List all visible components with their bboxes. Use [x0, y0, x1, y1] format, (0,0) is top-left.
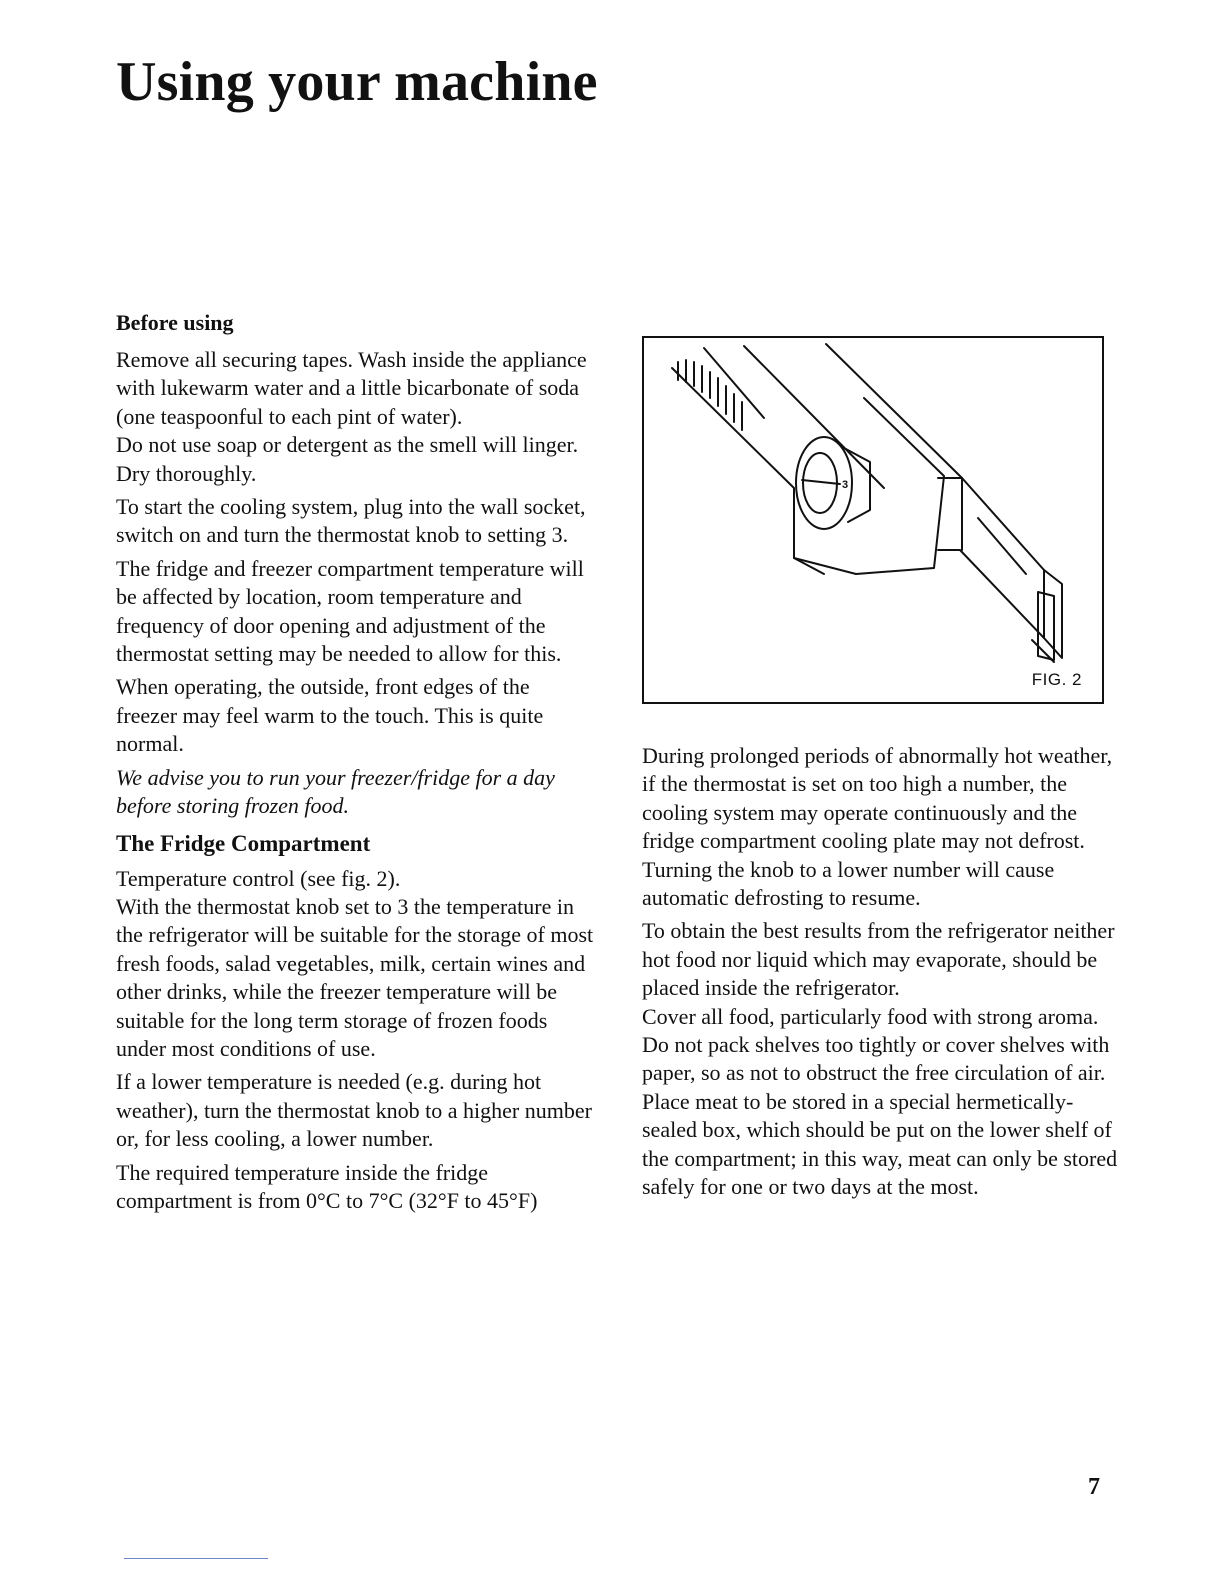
page-number: 7 — [1088, 1474, 1100, 1500]
paragraph-no-soap: Do not use soap or detergent as the smell will linger. Dry thoroughly. — [116, 432, 579, 486]
page-title: Using your machine — [116, 51, 598, 113]
figure-label: FIG. 2 — [1031, 670, 1082, 689]
before-using-heading: Before using — [116, 310, 234, 335]
right-column — [642, 742, 1122, 1207]
paragraph-cover-food: Cover all food, particularly food with strong aroma. — [642, 1003, 1099, 1029]
thermostat-illustration — [644, 338, 1102, 702]
paragraph-securing-tapes: Remove all securing tapes. Wash inside the appliance with lukewarm water and a little bicarbonate of soda (one teaspoonful to each pint of water). — [116, 347, 587, 429]
paragraph-shelves: Do not pack shelves too tightly or cover shelves with paper, so as not to obstruct the free circulation of air. — [642, 1032, 1110, 1086]
paragraph-meat-storage: Place meat to be stored in a special hermetically-sealed box, which should be put on the lower shelf of the compartment; in this way, meat can only be stored safely for one or two days at the most. — [642, 1088, 1118, 1200]
paragraph-temperature-control: Temperature control (see fig. 2). — [116, 865, 401, 891]
paragraph-lower-temperature: If a lower temperature is needed (e.g. during hot weather), turn the thermostat knob to a higher number or, for less cooling, a lower number. — [116, 1069, 592, 1152]
paragraph-hot-weather: During prolonged periods of abnormally hot weather, if the thermostat is set on too high a number, the cooling system may operate continuously and the fridge compartment cooling plate may not defrost. Turning the knob to a lower number will cause automatic defrosting to resume. — [642, 743, 1113, 911]
figure-thermostat — [642, 336, 1104, 704]
paragraph-thermostat-setting: With the thermostat knob set to 3 the temperature in the refrigerator will be suitable for the storage of most fresh foods, salad vegetables, milk, certain wines and other drinks, while the freezer temperature will be suitable for the long term storage of frozen foods under most conditions of use. — [116, 893, 594, 1061]
paragraph-start-cooling: To start the cooling system, plug into the wall socket, switch on and turn the thermostat knob to setting 3. — [116, 494, 586, 548]
paragraph-temperature-affected: The fridge and freezer compartment temperature will be affected by location, room temperature and frequency of door opening and adjustment of the thermostat setting may be needed to allow for this. — [116, 555, 584, 667]
fridge-compartment-heading: The Fridge Compartment — [116, 830, 371, 856]
paragraph-warm-edges: When operating, the outside, front edges of the freezer may feel warm to the touch. This is quite normal. — [116, 674, 544, 757]
advice-note: We advise you to run your freezer/fridge for a day before storing frozen food. — [116, 764, 555, 819]
bottom-rule — [124, 1558, 268, 1559]
left-column — [116, 308, 596, 1220]
paragraph-required-temperature: The required temperature inside the fridge compartment is from 0°C to 7°C (32°F to 45°F) — [116, 1159, 538, 1213]
knob-setting-number: 3 — [842, 479, 849, 491]
paragraph-best-results: To obtain the best results from the refrigerator neither hot food nor liquid which may evaporate, should be placed inside the refrigerator. — [642, 918, 1115, 1001]
